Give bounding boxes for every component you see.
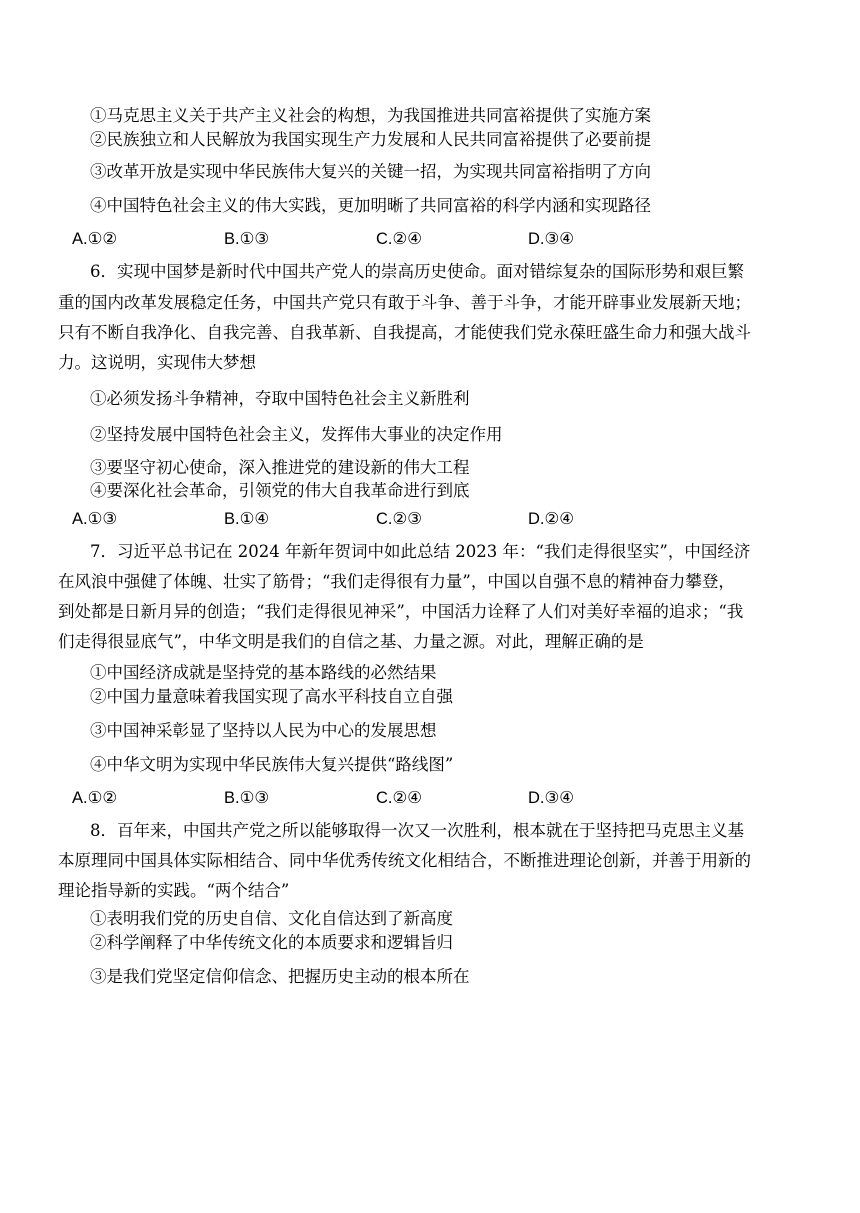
q7-statement-2: ②中国力量意味着我国实现了高水平科技自立自强 <box>90 687 453 706</box>
q8-stem-line-3: 理论指导新的实践。“两个结合” <box>58 881 290 900</box>
q7-stem-line-4: 们走得很显底气”，中华文明是我们的自信之基、力量之源。对此，理解正确的是 <box>58 632 644 651</box>
q6-option-d: D.②④ <box>528 510 575 528</box>
q6-statement-2: ②坚持发展中国特色社会主义，发挥伟大事业的决定作用 <box>90 425 503 444</box>
q8-statement-2: ②科学阐释了中华传统文化的本质要求和逻辑旨归 <box>90 933 453 952</box>
q5-option-d: D.③④ <box>528 230 575 248</box>
q5-option-a: A.①② <box>72 230 118 248</box>
q7-statement-1: ①中国经济成就是坚持党的基本路线的必然结果 <box>90 663 437 682</box>
q8-statement-1: ①表明我们党的历史自信、文化自信达到了新高度 <box>90 909 453 928</box>
q8-statement-3: ③是我们党坚定信仰信念、把握历史主动的根本所在 <box>90 967 470 986</box>
q7-option-a: A.①② <box>72 789 118 807</box>
q7-option-b: B.①③ <box>224 789 270 807</box>
q7-statement-4: ④中华文明为实现中华民族伟大复兴提供“路线图” <box>90 755 454 774</box>
q7-stem-line-1: 7．习近平总书记在 2024 年新年贺词中如此总结 2023 年：“我们走得很坚实”，中国经济 <box>90 542 751 561</box>
q5-option-b: B.①③ <box>224 230 270 248</box>
q6-option-b: B.①④ <box>224 510 270 528</box>
q5-statement-2: ②民族独立和人民解放为我国实现生产力发展和人民共同富裕提供了必要前提 <box>90 130 651 149</box>
q6-stem-line-3: 只有不断自我净化、自我完善、自我革新、自我提高，才能使我们党永葆旺盛生命力和强大战斗 <box>58 323 751 342</box>
q6-stem-line-4: 力。这说明，实现伟大梦想 <box>58 353 256 372</box>
q7-option-d: D.③④ <box>528 789 575 807</box>
q8-stem-line-2: 本原理同中国具体实际相结合、同中华优秀传统文化相结合，不断推进理论创新，并善于用新的 <box>58 851 751 870</box>
q7-stem-line-2: 在风浪中强健了体魄、壮实了筋骨；“我们走得很有力量”，中国以自强不息的精神奋力攀登， <box>58 572 735 591</box>
q7-statement-3: ③中国神采彰显了坚持以人民为中心的发展思想 <box>90 721 437 740</box>
q6-option-c: C.②③ <box>376 510 423 528</box>
q7-stem-line-3: 到处都是日新月异的创造；“我们走得很见神采”，中国活力诠释了人们对美好幸福的追求；“我 <box>58 602 744 621</box>
q6-statement-4: ④要深化社会革命，引领党的伟大自我革命进行到底 <box>90 481 470 500</box>
q5-statement-4: ④中国特色社会主义的伟大实践，更加明晰了共同富裕的科学内涵和实现路径 <box>90 196 651 215</box>
q7-option-c: C.②④ <box>376 789 423 807</box>
q5-statement-3: ③改革开放是实现中华民族伟大复兴的关键一招，为实现共同富裕指明了方向 <box>90 162 651 181</box>
q6-stem-line-1: 6．实现中国梦是新时代中国共产党人的崇高历史使命。面对错综复杂的国际形势和艰巨繁 <box>90 262 744 281</box>
q5-option-c: C.②④ <box>376 230 423 248</box>
q6-statement-3: ③要坚守初心使命，深入推进党的建设新的伟大工程 <box>90 458 470 477</box>
q6-statement-1: ①必须发扬斗争精神，夺取中国特色社会主义新胜利 <box>90 389 470 408</box>
q6-option-a: A.①③ <box>72 510 118 528</box>
q5-statement-1: ①马克思主义关于共产主义社会的构想，为我国推进共同富裕提供了实施方案 <box>90 106 651 125</box>
q6-stem-line-2: 重的国内改革发展稳定任务，中国共产党只有敢于斗争、善于斗争，才能开辟事业发展新天地； <box>58 293 751 312</box>
q8-stem-line-1: 8．百年来，中国共产党之所以能够取得一次又一次胜利，根本就在于坚持把马克思主义基 <box>90 821 744 840</box>
